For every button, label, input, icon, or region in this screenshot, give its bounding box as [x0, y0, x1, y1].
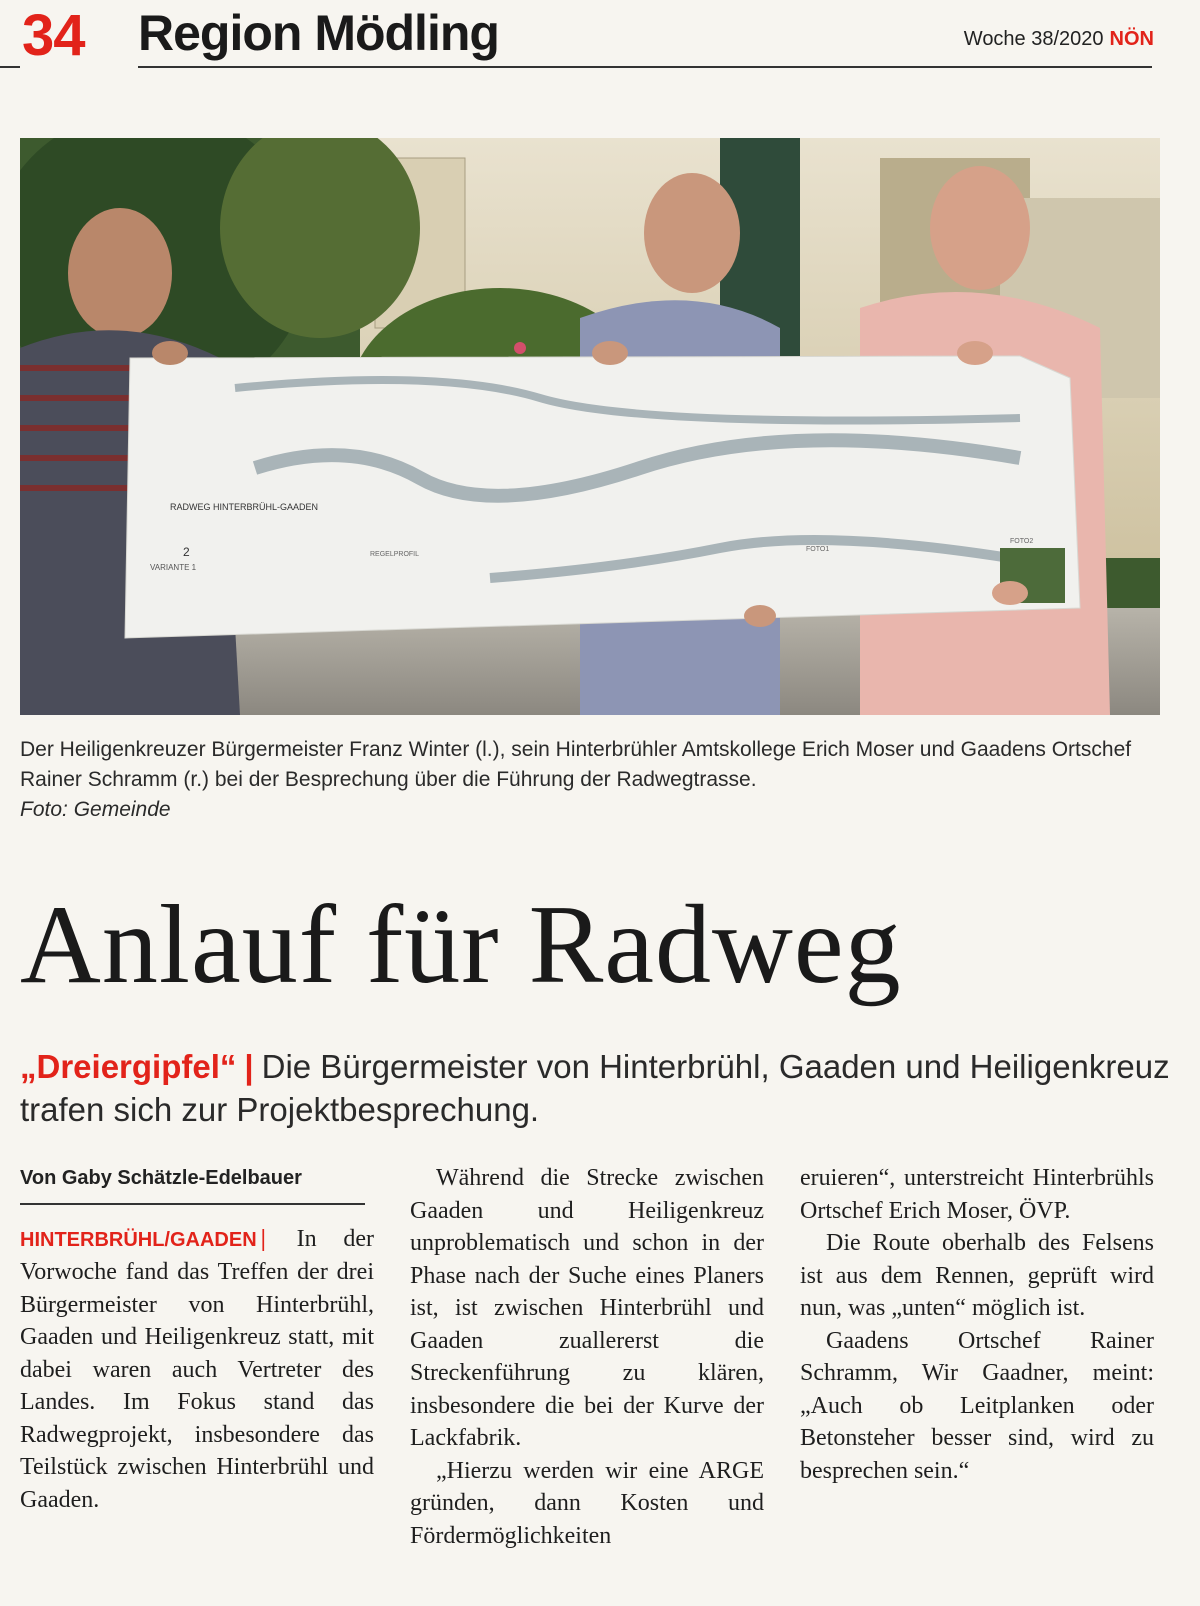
- photo-caption: [20, 735, 1170, 825]
- photo-credit: Foto: Gemeinde: [20, 798, 171, 821]
- col1-text: In der Vorwoche fand das Treffen der drei Bürgermeister von Hinterbrühl, Gaaden und Heiligenkreuz statt, mit dabei waren auch Vertreter des Landes. Im Fokus stand das Radwegprojekt, insbesondere das Teilstück zwischen Hinterbrühl und Gaaden.: [20, 1225, 375, 1513]
- paragraph: Während die Strecke zwischen Gaaden und Heiligenkreuz unproblematisch und schon in der Phase nach der Suche eines Planers ist, ist zwischen Hinterbrühl und Gaaden zuallererst die Streckenführung zu klären, insbesondere die bei der Kurve der Lackfabrik.: [410, 1165, 764, 1451]
- page-number: 34: [22, 3, 85, 68]
- issue-week: Woche 38/2020: [963, 28, 1104, 50]
- article-column-3: [800, 1162, 1154, 1487]
- plan-label-foto2: FOTO2: [1010, 538, 1034, 545]
- paragraph: Gaadens Ortschef Rainer Schramm, Wir Gaadner, meint: „Auch ob Leitplanken oder Betonsteher besser sind, wird zu besprechen sein.“: [800, 1327, 1154, 1484]
- article-column-1: [20, 1162, 374, 1516]
- plan-label-regelprofil: REGELPROFIL: [370, 551, 420, 558]
- section-title: Region Mödling: [138, 5, 499, 61]
- byline: Von Gaby Schätzle-Edelbauer: [20, 1162, 365, 1205]
- article-headline: Anlauf für Radweg: [20, 883, 902, 1007]
- page-header: [0, 0, 1200, 80]
- header-rule: [522, 66, 1152, 68]
- section-underline: [138, 66, 522, 68]
- subhead-text: Die Bürgermeister von Hinterbrühl, Gaaden und Heiligenkreuz trafen sich zur Projektbesprechung.: [20, 1048, 1170, 1128]
- plan-variant: VARIANTE 1: [150, 563, 197, 572]
- article-subhead: [20, 1045, 1180, 1131]
- paragraph: „Hierzu werden wir eine ARGE gründen, dann Kosten und Fördermöglichkeiten: [410, 1457, 764, 1549]
- plan-sheet: 2: [183, 545, 190, 559]
- paragraph: Die Route oberhalb des Felsens ist aus dem Rennen, geprüft wird nun, was „unten“ möglich ist.: [800, 1230, 1154, 1321]
- issue-info: [964, 28, 1154, 51]
- paragraph: eruieren“, unterstreicht Hinterbrühls Ortschef Erich Moser, ÖVP.: [800, 1165, 1154, 1224]
- caption-text: Der Heiligenkreuzer Bürgermeister Franz Winter (l.), sein Hinterbrühler Amtskollege Erich Moser und Gaadens Ortschef Rainer Schramm (r.) bei der Besprechung über die Führung der Radwegtrasse.: [20, 738, 1132, 791]
- kicker: „Dreiergipfel“: [20, 1048, 237, 1085]
- paragraph: [20, 1223, 374, 1517]
- brand-logo: NÖN: [1109, 28, 1154, 50]
- dateline-separator: |: [260, 1225, 266, 1252]
- plan-label-foto1: FOTO1: [806, 546, 830, 553]
- kicker-separator: |: [244, 1048, 254, 1085]
- article-column-2: [410, 1162, 764, 1552]
- photo-illustration: [20, 138, 1160, 715]
- header-rule-left: [0, 66, 20, 68]
- dateline: HINTERBRÜHL/GAADEN: [20, 1228, 257, 1251]
- article-photo: [20, 138, 1160, 715]
- plan-title: RADWEG HINTERBRÜHL-GAADEN: [170, 502, 319, 512]
